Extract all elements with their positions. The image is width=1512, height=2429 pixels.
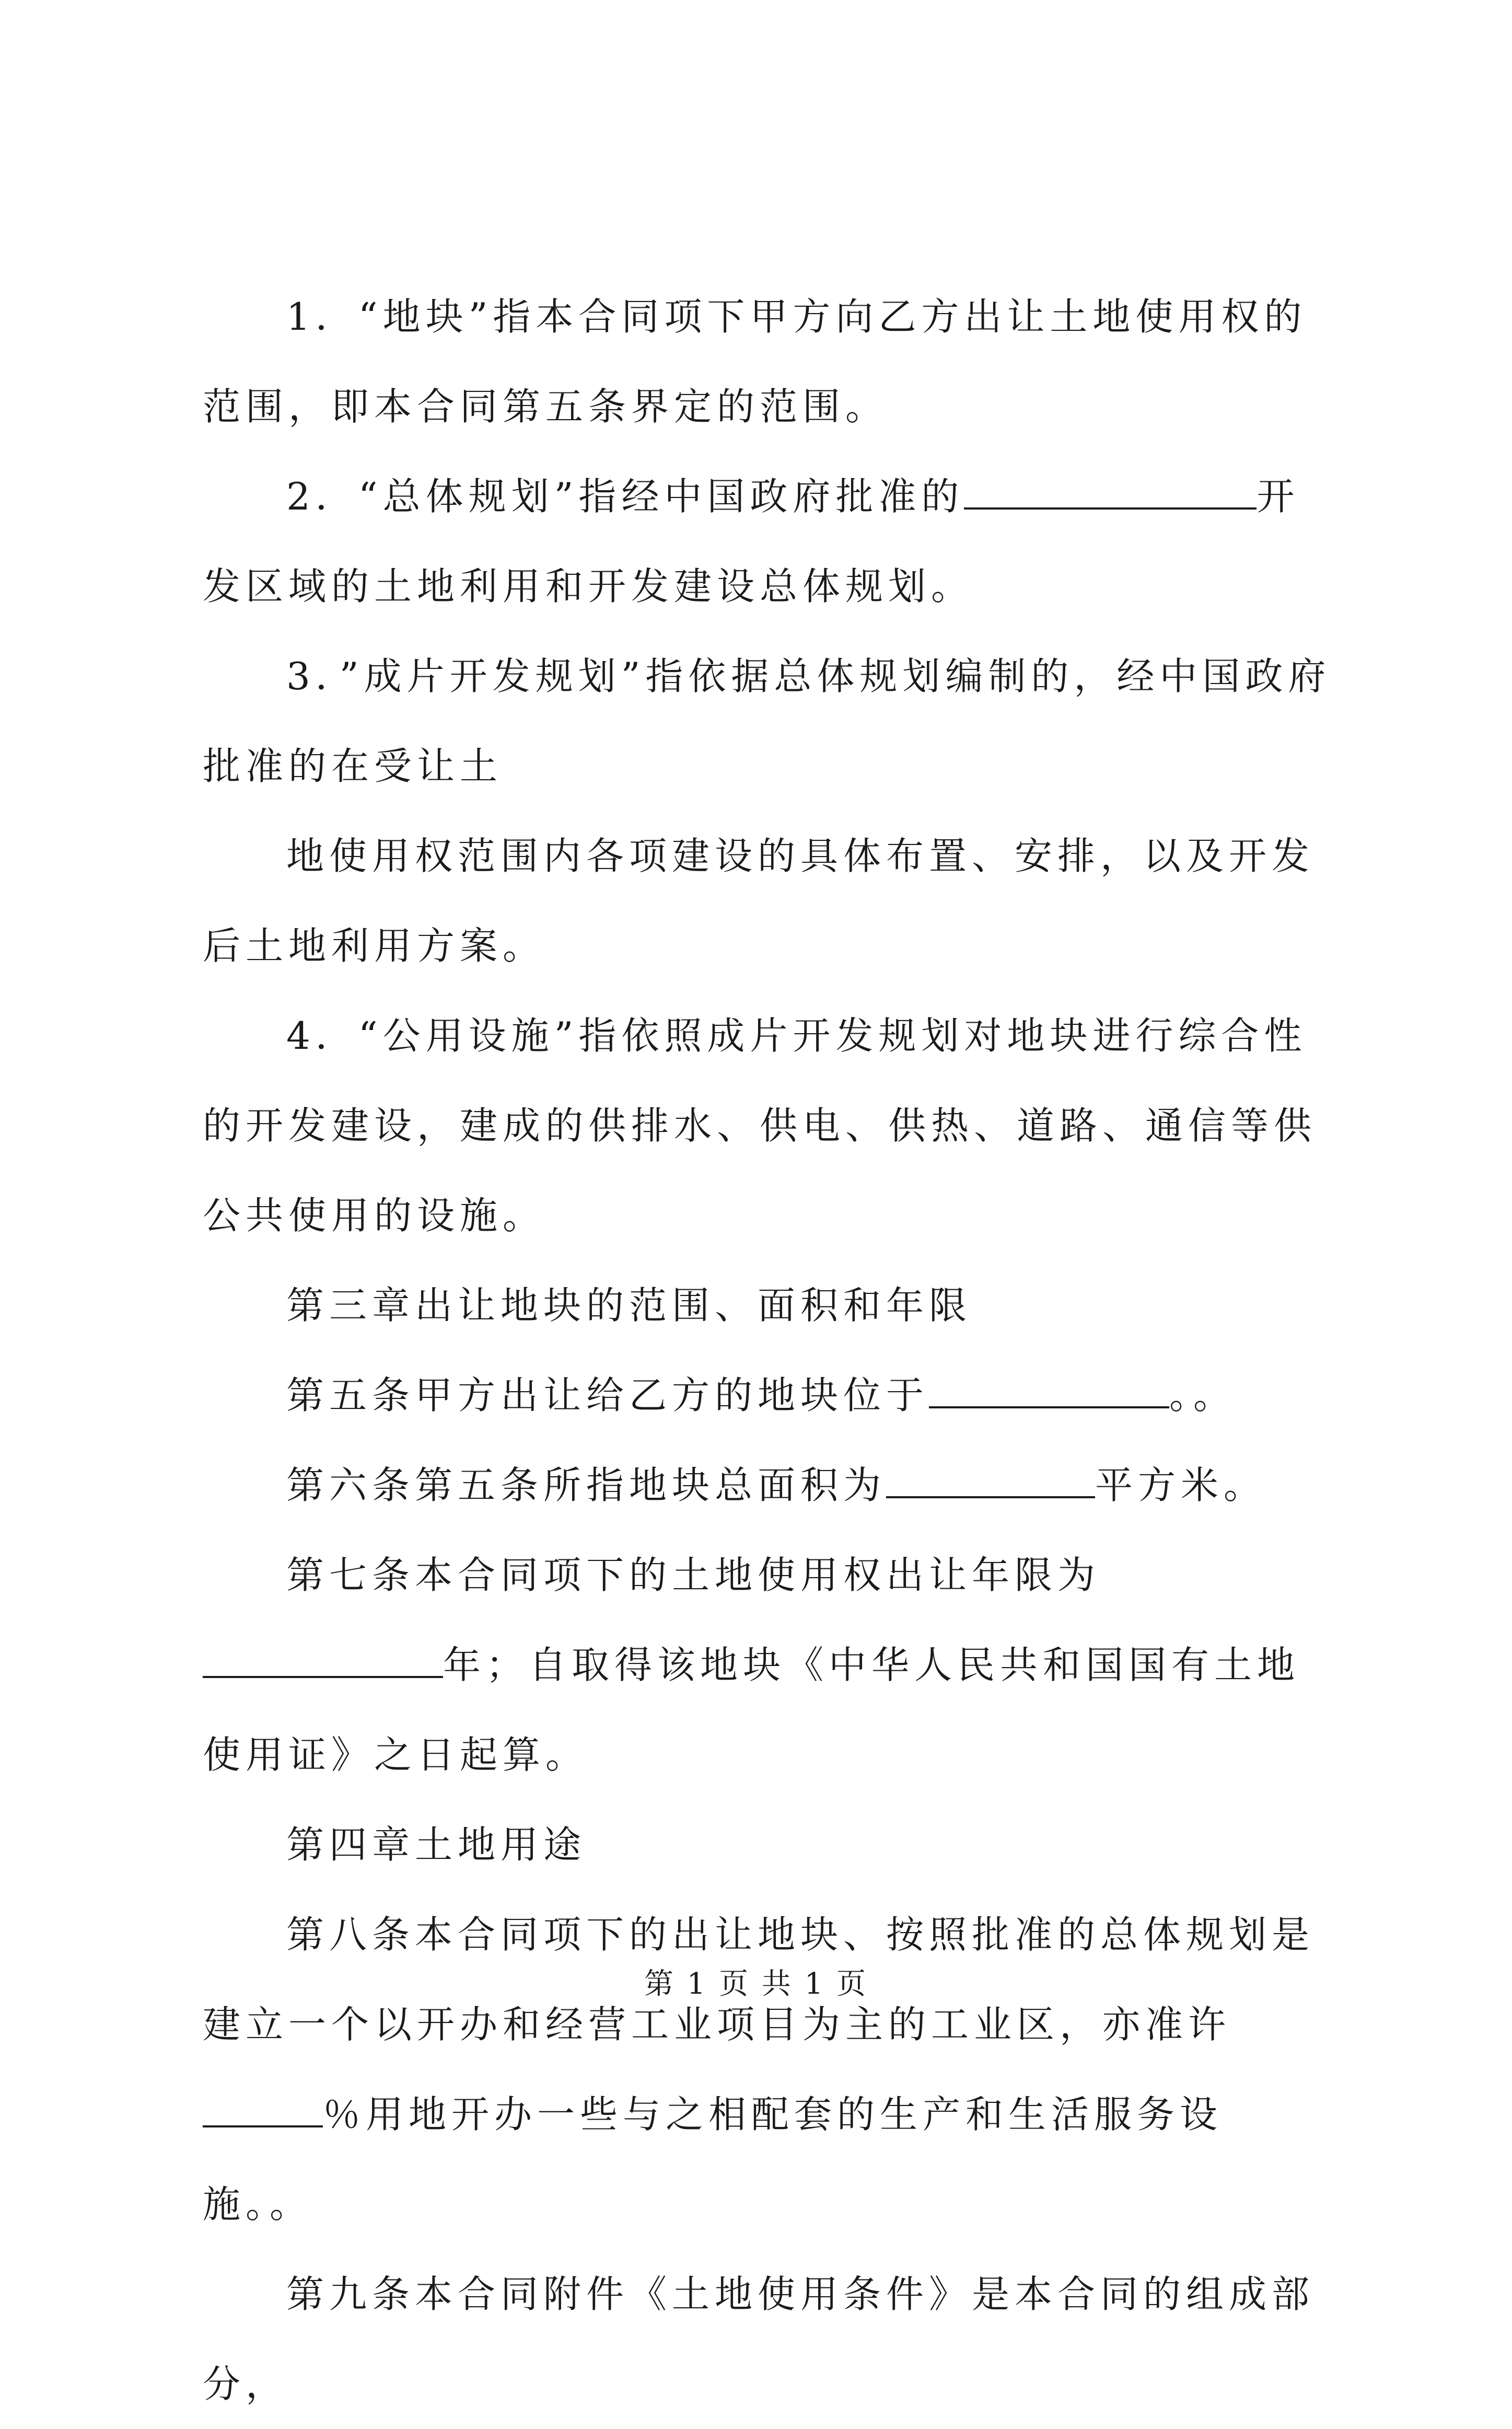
article-7 — [203, 1530, 1331, 1800]
fill-in-blank-location[interactable] — [929, 1376, 1169, 1408]
fill-in-blank-term-years[interactable] — [203, 1646, 443, 1678]
article-5 — [203, 1350, 1331, 1440]
page-footer: 第 1 页 共 1 页 — [644, 1967, 868, 2001]
paragraph-definition-development-plan: 3．”成片开发规划”指依据总体规划编制的，经中国政府批准的在受让土 — [203, 654, 1331, 788]
text-segment: 开发区域的土地利用和开发建设总体规划。 — [203, 475, 1300, 608]
text-segment: 第七条本合同项下的土地使用权出让年限为 — [286, 1553, 1101, 1597]
text-segment: ％用地开办一些与之相配套的生产和生活服务设施。。 — [203, 2092, 1223, 2226]
chapter-heading-4: 第四章土地用途 — [286, 1823, 587, 1867]
text-segment: 第五条甲方出让给乙方的地块位于 — [286, 1373, 929, 1417]
fill-in-blank-percentage[interactable] — [203, 2095, 323, 2127]
fill-in-blank-area[interactable] — [886, 1466, 1095, 1498]
article-9: 第九条本合同附件《土地使用条件》是本合同的组成部分， — [203, 2272, 1315, 2406]
paragraph-definition-plot: 1．“地块”指本合同项下甲方向乙方出让土地使用权的范围，即本合同第五条界定的范围。 — [203, 295, 1307, 429]
chapter-heading-3: 第三章出让地块的范围、面积和年限 — [286, 1283, 972, 1327]
paragraph-definition-master-plan — [203, 452, 1331, 631]
text-segment: 第八条本合同项下的出让地块、按照批准的总体规划是建立一个以开办和经营工业项目为主的工业区，亦准许 — [203, 1913, 1315, 2046]
article-6 — [203, 1440, 1331, 1530]
document-body — [203, 272, 1331, 2429]
text-segment: 第六条第五条所指地块总面积为 — [286, 1463, 887, 1507]
text-segment: 平方米。 — [1095, 1463, 1267, 1507]
paragraph-definition-development-plan-cont: 地使用权范围内各项建设的具体布置、安排，以及开发后土地利用方案。 — [203, 834, 1315, 968]
article-8 — [203, 1890, 1331, 2249]
text-segment: 。。 — [1169, 1373, 1237, 1417]
fill-in-blank-development-zone[interactable] — [964, 477, 1257, 510]
paragraph-definition-public-facilities: 4．“公用设施”指依照成片开发规划对地块进行综合性的开发建设，建成的供排水、供电、供热、道路、通信等供公共使用的设施。 — [203, 1014, 1317, 1237]
text-segment: 2．“总体规划”指经中国政府批准的 — [286, 475, 964, 518]
text-segment: 年；自取得该地块《中华人民共和国国有土地使用证》之日起算。 — [203, 1643, 1300, 1777]
